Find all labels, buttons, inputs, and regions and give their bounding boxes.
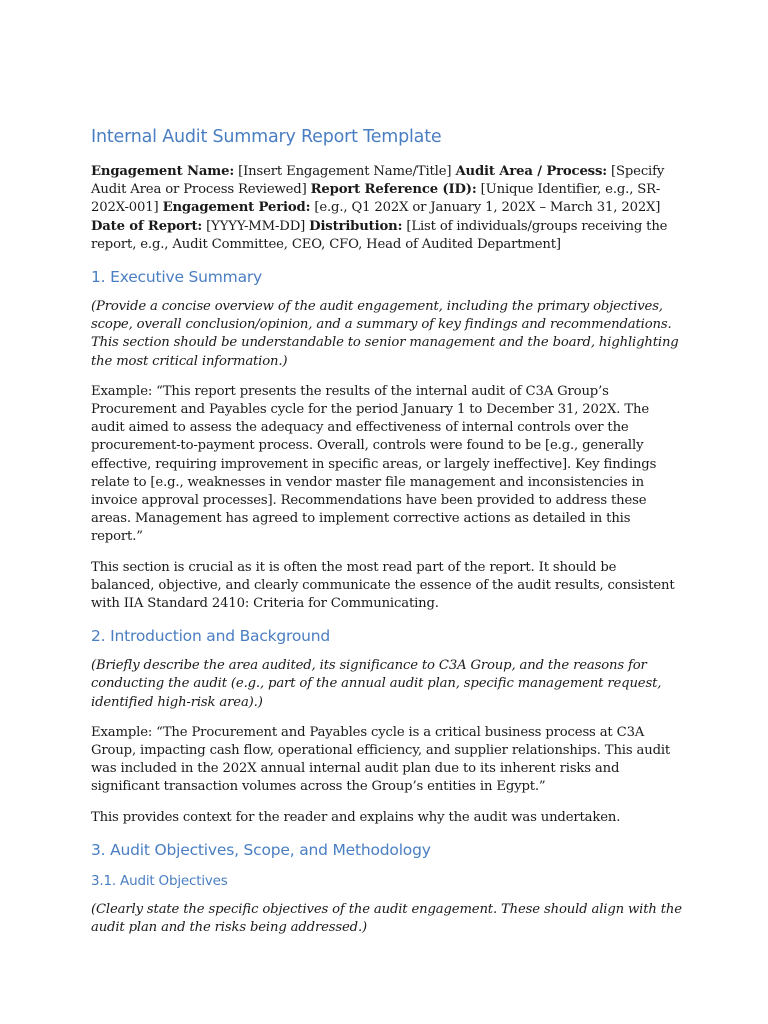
executive-summary-example: Example: “This report presents the results of the internal audit of C3A Group’s Procurement and Payables cycle for the period January 1 to December 31, 202X. The audit aimed to assess the adequacy and effectiveness of internal controls over the procurement-to-payment process. Overall, controls were found to be [e.g., generally effective, requiring improvement in specific areas, or largely ineffective]. Key findings relate to [e.g., weaknesses in vendor master file management and inconsistencies in invoice approval processes]. Recommendations have been provided to address these areas. Management has agreed to implement corrective actions as detailed in this report.” <box>91 383 657 545</box>
engagement-name-value: [Insert Engagement Name/Title] <box>234 164 456 179</box>
executive-summary-instruction: (Provide a concise overview of the audit engagement, including the primary objectives, scope, overall conclusion/opinion, and a summary of key findings and recommendations. This section should be understandable to senior management and the board, highlighting the most critical information.) <box>91 299 679 369</box>
distribution-value: [List of individuals/groups receiving the report, e.g., Audit Committee, CEO, CFO, Head of Audited Department] <box>91 218 668 252</box>
report-reference-value: [Unique Identifier, e.g., SR-202X-001] <box>91 182 661 216</box>
subsection-heading-audit-objectives: 3.1. Audit Objectives <box>91 872 228 889</box>
section-heading-introduction: 2. Introduction and Background <box>91 627 331 646</box>
introduction-instruction: (Briefly describe the area audited, its significance to C3A Group, and the reasons for conducting the audit (e.g., part of the annual audit plan, specific management request, identified high-risk area).) <box>91 658 662 710</box>
engagement-details <box>91 163 682 254</box>
audit-objectives-instruction: (Clearly state the specific objectives of the audit engagement. These should align with the audit plan and the risks being addressed.) <box>91 901 682 936</box>
engagement-name-label: Engagement Name: <box>91 164 235 179</box>
section-heading-objectives-scope: 3. Audit Objectives, Scope, and Methodology <box>91 840 431 859</box>
document-title: Internal Audit Summary Report Template <box>91 127 442 147</box>
report-reference-label: Report Reference (ID): <box>310 182 477 198</box>
section-heading-executive-summary: 1. Executive Summary <box>91 268 263 287</box>
audit-area-value: [Specify Audit Area or Process Reviewed] <box>91 164 665 198</box>
distribution-label: Distribution: <box>309 218 403 234</box>
engagement-period-label: Engagement Period: <box>162 200 311 216</box>
audit-area-label: Audit Area / Process: <box>455 164 607 179</box>
engagement-period-value: [e.g., Q1 202X or January 1, 202X – March 31, 202X] <box>310 200 661 216</box>
date-of-report-label: Date of Report: <box>91 218 203 234</box>
introduction-body: This provides context for the reader and explains why the audit was undertaken. <box>91 809 621 825</box>
date-of-report-value: [YYYY-MM-DD] <box>202 218 310 234</box>
executive-summary-body: This section is crucial as it is often the most read part of the report. It should be balanced, objective, and clearly communicate the essence of the audit results, consistent with IIA Standard 2410: Criteria for Communicating. <box>91 559 675 612</box>
introduction-example: Example: “The Procurement and Payables cycle is a critical business process at C3A Group, impacting cash flow, operational efficiency, and supplier relationships. This audit was included in the 202X annual internal audit plan due to its inherent risks and significant transaction volumes across the Group’s entities in Egypt.” <box>91 724 671 795</box>
